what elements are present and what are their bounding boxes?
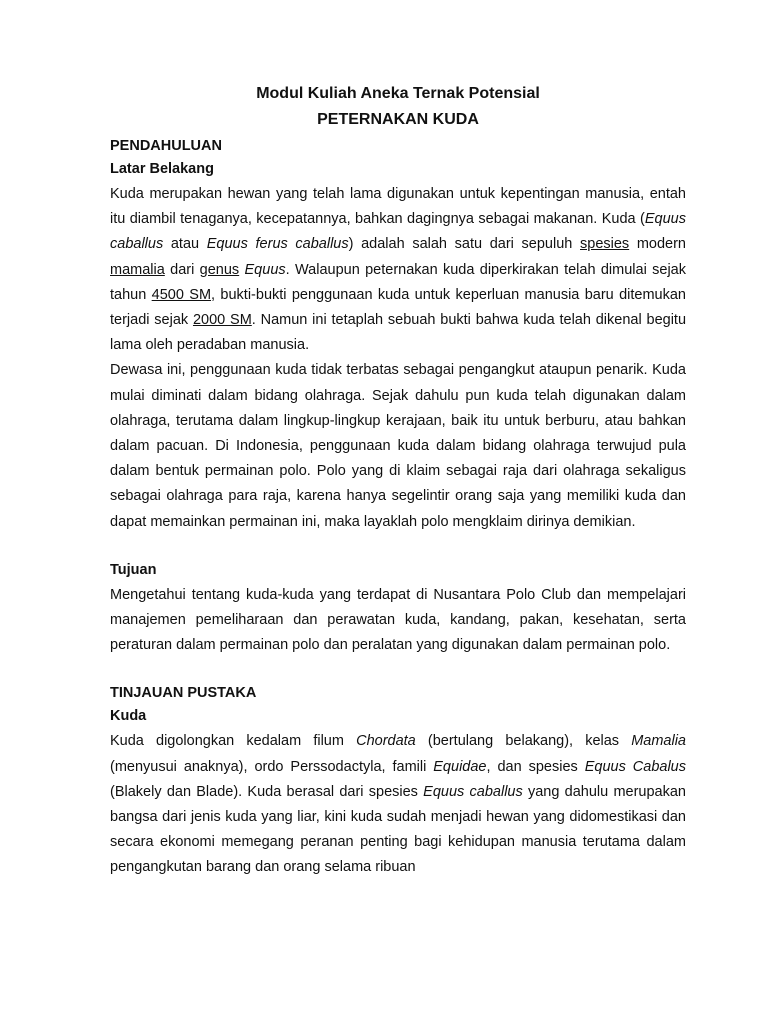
link-4500-sm[interactable]: 4500 SM bbox=[151, 286, 212, 303]
spacer bbox=[110, 658, 686, 683]
spacer bbox=[110, 535, 686, 560]
document-page bbox=[110, 84, 686, 881]
subheading-latar-belakang: Latar Belakang bbox=[110, 161, 214, 177]
subheading-tujuan: Tujuan bbox=[110, 561, 157, 578]
section-heading-pendahuluan: PENDAHULUAN bbox=[110, 138, 222, 154]
link-genus[interactable]: genus bbox=[199, 261, 240, 278]
document-title: Modul Kuliah Aneka Ternak Potensial bbox=[256, 85, 540, 102]
subheading-kuda: Kuda bbox=[110, 708, 147, 725]
link-mamalia[interactable]: mamalia bbox=[110, 261, 165, 278]
paragraph-kuda-1: Kuda digolongkan kedalam filum Chordata (bertulang belakang), kelas Mamalia (menyusui anaknya), ordo Perssodactyla, famili Equidae, dan spesies Equus Cabalus (Blakely dan Blade). Kuda berasal dari spesies Equus caballus yang dahulu merupakan bangsa dari jenis kuda yang liar, kini kuda sudah menjadi hewan yang didomestikasi dan secara ekonomi memegang peranan penting bagi kehidupan manusia terutama dalam pengangkutan barang dan orang selama ribuan bbox=[110, 733, 686, 876]
paragraph-latar-belakang-1: Kuda merupakan hewan yang telah lama digunakan untuk kepentingan manusia, entah itu diambil tenaganya, kecepatannya, bahkan dagingnya sebagai makanan. Kuda (Equus caballus atau Equus ferus caballus) adalah salah satu dari sepuluh spesies modern mamalia dari genus Equus. Walaupun peternakan kuda diperkirakan telah dimulai sejak tahun 4500 SM, bukti-bukti penggunaan kuda untuk keperluan manusia baru ditemukan terjadi sejak 2000 SM. Namun ini tetaplah sebuah bukti bahwa kuda telah dikenal begitu lama oleh peradaban manusia. bbox=[110, 186, 687, 354]
paragraph-latar-belakang-2: Dewasa ini, penggunaan kuda tidak terbatas sebagai pengangkut ataupun penarik. Kuda mulai diminati dalam bidang olahraga. Sejak dahulu pun kuda telah digunakan dalam olahraga, terutama dalam lingkup-lingkup kerajaan, baik itu untuk berburu, atau bahkan dalam pacuan. Di Indonesia, penggunaan kuda dalam bidang olahraga terwujud pula dalam bentuk permainan polo. Polo yang di klaim sebagai raja dari olahraga sekaligus sebagai olahraga para raja, karena hanya segelintir orang saja yang memiliki kuda dan dapat memainkan permainan ini, maka layaklah polo mengklaim dirinya demikian. bbox=[110, 362, 686, 530]
section-heading-tinjauan-pustaka: TINJAUAN PUSTAKA bbox=[110, 685, 257, 702]
paragraph-tujuan: Mengetahui tentang kuda-kuda yang terdapat di Nusantara Polo Club dan mempelajari manajemen pemeliharaan dan perawatan kuda, kandang, pakan, kesehatan, serta peraturan dalam permainan polo dan peralatan yang digunakan dalam permainan polo. bbox=[110, 586, 686, 654]
link-spesies[interactable]: spesies bbox=[580, 236, 630, 253]
document-subtitle: PETERNAKAN KUDA bbox=[317, 111, 479, 128]
link-2000-sm[interactable]: 2000 SM bbox=[192, 312, 252, 329]
